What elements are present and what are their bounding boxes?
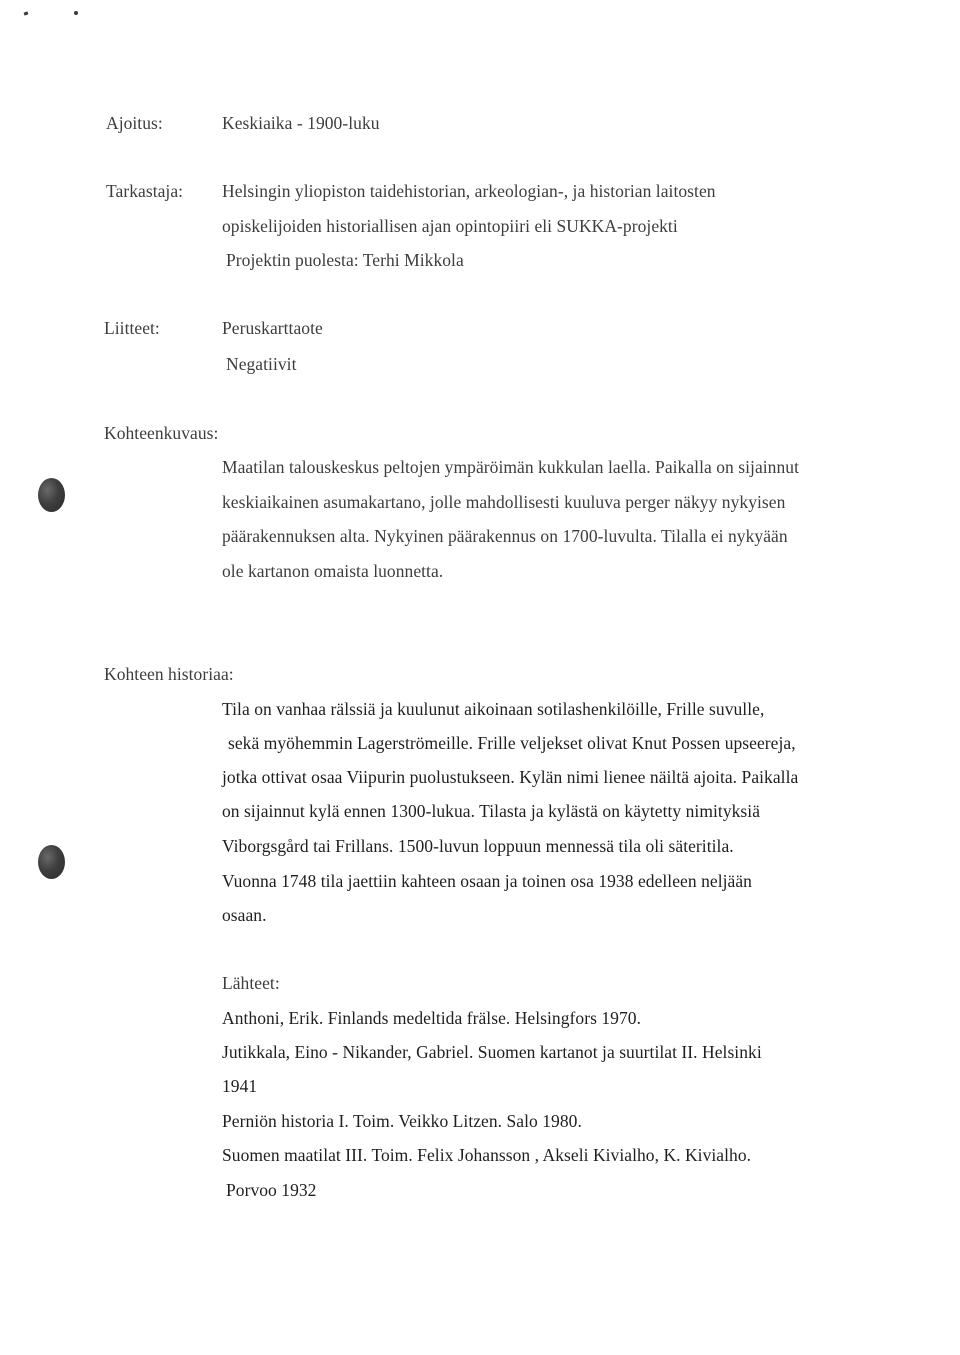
lahteet-label: Lähteet:	[222, 973, 280, 993]
lahteet-line: Anthoni, Erik. Finlands medeltida frälse. Helsingfors 1970.	[222, 1008, 641, 1028]
historiaa-line: jotka ottivat osaa Viipurin puolustukseen. Kylän nimi lienee näiltä ajoita. Paikalla	[222, 767, 799, 787]
kohteenkuvaus-label: Kohteenkuvaus:	[104, 423, 219, 443]
tarkastaja-line: Helsingin yliopiston taidehistorian, arkeologian-, ja historian laitosten	[222, 181, 716, 201]
ajoitus-value: Keskiaika - 1900-luku	[222, 113, 380, 133]
tarkastaja-label: Tarkastaja:	[106, 181, 184, 201]
scan-speck	[24, 11, 29, 15]
tarkastaja-line: opiskelijoiden historiallisen ajan opintopiiri eli SUKKA-projekti	[222, 216, 678, 236]
historiaa-line: on sijainnut kylä ennen 1300-lukua. Tilasta ja kylästä on käytetty nimityksiä	[222, 801, 761, 821]
kohteenkuvaus-line: ole kartanon omaista luonnetta.	[222, 561, 444, 581]
liitteet-line: Negatiivit	[226, 354, 297, 374]
ajoitus-label: Ajoitus:	[106, 113, 163, 133]
lahteet-line: Suomen maatilat III. Toim. Felix Johansson , Akseli Kivialho, K. Kivialho.	[222, 1145, 752, 1165]
lahteet-line: Jutikkala, Eino - Nikander, Gabriel. Suomen kartanot ja suurtilat II. Helsinki	[222, 1042, 762, 1062]
lahteet-line: Perniön historia I. Toim. Veikko Litzen. Salo 1980.	[222, 1111, 582, 1131]
liitteet-label: Liitteet:	[104, 318, 160, 338]
kohteenkuvaus-line: keskiaikainen asumakartano, jolle mahdollisesti kuuluva perger näkyy nykyisen	[222, 492, 786, 512]
lahteet-line: 1941	[222, 1076, 258, 1096]
historiaa-label: Kohteen historiaa:	[104, 664, 234, 684]
punch-hole	[38, 478, 65, 512]
tarkastaja-line: Projektin puolesta: Terhi Mikkola	[226, 250, 464, 270]
liitteet-line: Peruskarttaote	[222, 318, 323, 338]
historiaa-line: Viborgsgård tai Frillans. 1500-luvun loppuun mennessä tila oli säteritila.	[222, 836, 734, 856]
historiaa-line: sekä myöhemmin Lagerströmeille. Frille veljekset olivat Knut Possen upseereja,	[228, 733, 796, 753]
historiaa-line: Vuonna 1748 tila jaettiin kahteen osaan ja toinen osa 1938 edelleen neljään	[222, 871, 752, 891]
punch-hole	[38, 845, 65, 879]
kohteenkuvaus-line: päärakennuksen alta. Nykyinen päärakennus on 1700-luvulta. Tilalla ei nykyään	[222, 526, 788, 546]
kohteenkuvaus-line: Maatilan talouskeskus peltojen ympäröimän kukkulan laella. Paikalla on sijainnut	[222, 457, 799, 477]
lahteet-line: Porvoo 1932	[226, 1180, 317, 1200]
scan-speck	[74, 11, 78, 15]
historiaa-line: osaan.	[222, 905, 267, 925]
historiaa-line: Tila on vanhaa rälssiä ja kuulunut aikoinaan sotilashenkilöille, Frille suvulle,	[222, 699, 765, 719]
